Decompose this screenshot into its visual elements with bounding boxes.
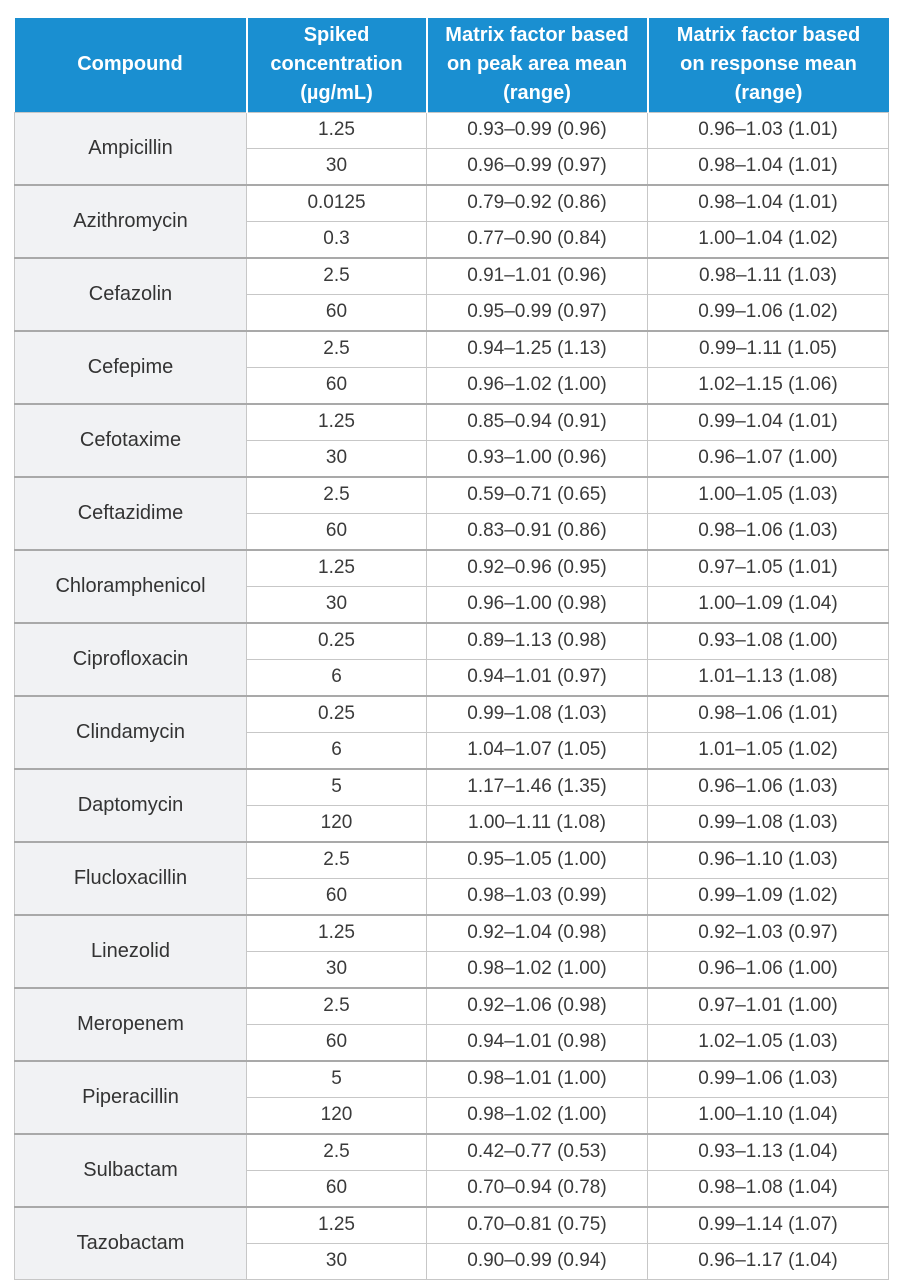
peak-area-factor-cell: 1.04–1.07 (1.05) (427, 732, 648, 769)
spiked-concentration-cell: 30 (247, 951, 427, 988)
compound-name: Daptomycin (15, 769, 247, 842)
response-factor-cell: 0.98–1.06 (1.03) (648, 513, 889, 550)
response-factor-cell: 1.00–1.05 (1.03) (648, 477, 889, 514)
spiked-concentration-cell: 1.25 (247, 404, 427, 441)
spiked-concentration-cell: 1.25 (247, 1207, 427, 1244)
spiked-concentration-cell: 30 (247, 148, 427, 185)
peak-area-factor-cell: 0.94–1.25 (1.13) (427, 331, 648, 368)
table-row (15, 258, 889, 295)
spiked-concentration-cell: 1.25 (247, 112, 427, 148)
peak-area-factor-cell: 0.59–0.71 (0.65) (427, 477, 648, 514)
spiked-concentration-cell: 6 (247, 659, 427, 696)
compound-name: Cefotaxime (15, 404, 247, 477)
spiked-concentration-cell: 0.25 (247, 696, 427, 733)
peak-area-factor-cell: 0.96–1.02 (1.00) (427, 367, 648, 404)
compound-name: Cefepime (15, 331, 247, 404)
compound-name: Azithromycin (15, 185, 247, 258)
spiked-concentration-cell: 5 (247, 769, 427, 806)
spiked-concentration-cell: 2.5 (247, 988, 427, 1025)
table-row (15, 477, 889, 514)
response-factor-cell: 0.96–1.10 (1.03) (648, 842, 889, 879)
spiked-concentration-cell: 60 (247, 878, 427, 915)
table-header (15, 18, 889, 112)
response-factor-cell: 0.96–1.17 (1.04) (648, 1243, 889, 1279)
compound-name: Flucloxacillin (15, 842, 247, 915)
spiked-concentration-cell: 0.3 (247, 221, 427, 258)
peak-area-factor-cell: 0.94–1.01 (0.97) (427, 659, 648, 696)
peak-area-factor-cell: 0.42–0.77 (0.53) (427, 1134, 648, 1171)
spiked-concentration-cell: 2.5 (247, 1134, 427, 1171)
compound-name: Chloramphenicol (15, 550, 247, 623)
spiked-concentration-cell: 0.0125 (247, 185, 427, 222)
response-factor-cell: 0.98–1.04 (1.01) (648, 148, 889, 185)
table-row (15, 331, 889, 368)
spiked-concentration-cell: 30 (247, 1243, 427, 1279)
table-row (15, 1134, 889, 1171)
table-row (15, 842, 889, 879)
response-factor-cell: 1.01–1.05 (1.02) (648, 732, 889, 769)
compound-name: Ceftazidime (15, 477, 247, 550)
table-row (15, 769, 889, 806)
table-row (15, 185, 889, 222)
response-factor-cell: 1.00–1.04 (1.02) (648, 221, 889, 258)
peak-area-factor-cell: 0.83–0.91 (0.86) (427, 513, 648, 550)
peak-area-factor-cell: 0.79–0.92 (0.86) (427, 185, 648, 222)
compound-name: Ciprofloxacin (15, 623, 247, 696)
spiked-concentration-cell: 30 (247, 440, 427, 477)
peak-area-factor-cell: 0.96–0.99 (0.97) (427, 148, 648, 185)
peak-area-factor-cell: 0.96–1.00 (0.98) (427, 586, 648, 623)
response-factor-cell: 0.98–1.08 (1.04) (648, 1170, 889, 1207)
spiked-concentration-cell: 120 (247, 1097, 427, 1134)
spiked-concentration-cell: 60 (247, 1024, 427, 1061)
matrix-factor-table (14, 18, 889, 1280)
spiked-concentration-cell: 5 (247, 1061, 427, 1098)
response-factor-cell: 0.96–1.06 (1.00) (648, 951, 889, 988)
response-factor-cell: 1.02–1.05 (1.03) (648, 1024, 889, 1061)
spiked-concentration-cell: 60 (247, 1170, 427, 1207)
peak-area-factor-cell: 0.99–1.08 (1.03) (427, 696, 648, 733)
compound-name: Tazobactam (15, 1207, 247, 1280)
spiked-concentration-cell: 0.25 (247, 623, 427, 660)
response-factor-cell: 0.98–1.11 (1.03) (648, 258, 889, 295)
peak-area-factor-cell: 0.98–1.03 (0.99) (427, 878, 648, 915)
spiked-concentration-cell: 2.5 (247, 477, 427, 514)
compound-name: Piperacillin (15, 1061, 247, 1134)
table-row (15, 915, 889, 952)
peak-area-factor-cell: 0.94–1.01 (0.98) (427, 1024, 648, 1061)
spiked-concentration-cell: 120 (247, 805, 427, 842)
peak-area-factor-cell: 0.77–0.90 (0.84) (427, 221, 648, 258)
table-row (15, 1061, 889, 1098)
spiked-concentration-cell: 60 (247, 294, 427, 331)
response-factor-cell: 0.99–1.14 (1.07) (648, 1207, 889, 1244)
response-factor-cell: 0.99–1.11 (1.05) (648, 331, 889, 368)
peak-area-factor-cell: 0.98–1.02 (1.00) (427, 951, 648, 988)
spiked-concentration-cell: 60 (247, 513, 427, 550)
response-factor-cell: 1.00–1.09 (1.04) (648, 586, 889, 623)
compound-name: Clindamycin (15, 696, 247, 769)
peak-area-factor-cell: 0.70–0.94 (0.78) (427, 1170, 648, 1207)
header-row (15, 18, 889, 112)
peak-area-factor-cell: 0.92–1.06 (0.98) (427, 988, 648, 1025)
response-factor-cell: 0.97–1.01 (1.00) (648, 988, 889, 1025)
spiked-concentration-cell: 1.25 (247, 550, 427, 587)
peak-area-factor-cell: 0.90–0.99 (0.94) (427, 1243, 648, 1279)
response-factor-cell: 1.00–1.10 (1.04) (648, 1097, 889, 1134)
spiked-concentration-cell: 2.5 (247, 842, 427, 879)
peak-area-factor-cell: 0.95–0.99 (0.97) (427, 294, 648, 331)
table-row (15, 550, 889, 587)
response-factor-cell: 0.99–1.06 (1.03) (648, 1061, 889, 1098)
spiked-concentration-cell: 2.5 (247, 331, 427, 368)
response-factor-cell: 0.99–1.08 (1.03) (648, 805, 889, 842)
response-factor-cell: 0.96–1.03 (1.01) (648, 112, 889, 148)
compound-name: Cefazolin (15, 258, 247, 331)
spiked-concentration-cell: 60 (247, 367, 427, 404)
compound-name: Meropenem (15, 988, 247, 1061)
response-factor-cell: 0.99–1.09 (1.02) (648, 878, 889, 915)
response-factor-cell: 0.98–1.04 (1.01) (648, 185, 889, 222)
table-body (15, 112, 889, 1279)
table-row (15, 404, 889, 441)
peak-area-factor-cell: 0.92–1.04 (0.98) (427, 915, 648, 952)
peak-area-factor-cell: 0.98–1.02 (1.00) (427, 1097, 648, 1134)
compound-name: Ampicillin (15, 112, 247, 185)
spiked-concentration-cell: 6 (247, 732, 427, 769)
peak-area-factor-cell: 0.98–1.01 (1.00) (427, 1061, 648, 1098)
response-factor-cell: 0.99–1.06 (1.02) (648, 294, 889, 331)
response-factor-cell: 0.98–1.06 (1.01) (648, 696, 889, 733)
table-row (15, 623, 889, 660)
header-matrix-factor-peak-area: Matrix factor based on peak area mean (range) (427, 18, 648, 112)
response-factor-cell: 0.93–1.13 (1.04) (648, 1134, 889, 1171)
peak-area-factor-cell: 0.70–0.81 (0.75) (427, 1207, 648, 1244)
peak-area-factor-cell: 0.91–1.01 (0.96) (427, 258, 648, 295)
header-compound: Compound (15, 18, 247, 112)
peak-area-factor-cell: 0.95–1.05 (1.00) (427, 842, 648, 879)
response-factor-cell: 0.96–1.06 (1.03) (648, 769, 889, 806)
table-row (15, 112, 889, 148)
response-factor-cell: 0.92–1.03 (0.97) (648, 915, 889, 952)
table-row (15, 988, 889, 1025)
spiked-concentration-cell: 2.5 (247, 258, 427, 295)
peak-area-factor-cell: 0.85–0.94 (0.91) (427, 404, 648, 441)
peak-area-factor-cell: 0.93–0.99 (0.96) (427, 112, 648, 148)
peak-area-factor-cell: 0.93–1.00 (0.96) (427, 440, 648, 477)
spiked-concentration-cell: 30 (247, 586, 427, 623)
peak-area-factor-cell: 0.89–1.13 (0.98) (427, 623, 648, 660)
response-factor-cell: 0.97–1.05 (1.01) (648, 550, 889, 587)
response-factor-cell: 0.93–1.08 (1.00) (648, 623, 889, 660)
response-factor-cell: 0.99–1.04 (1.01) (648, 404, 889, 441)
response-factor-cell: 1.02–1.15 (1.06) (648, 367, 889, 404)
compound-name: Linezolid (15, 915, 247, 988)
table-row (15, 696, 889, 733)
response-factor-cell: 1.01–1.13 (1.08) (648, 659, 889, 696)
response-factor-cell: 0.96–1.07 (1.00) (648, 440, 889, 477)
header-matrix-factor-response: Matrix factor based on response mean (range) (648, 18, 889, 112)
table-row (15, 1207, 889, 1244)
spiked-concentration-cell: 1.25 (247, 915, 427, 952)
peak-area-factor-cell: 0.92–0.96 (0.95) (427, 550, 648, 587)
compound-name: Sulbactam (15, 1134, 247, 1207)
peak-area-factor-cell: 1.00–1.11 (1.08) (427, 805, 648, 842)
header-spiked-concentration: Spiked concentration (µg/mL) (247, 18, 427, 112)
peak-area-factor-cell: 1.17–1.46 (1.35) (427, 769, 648, 806)
